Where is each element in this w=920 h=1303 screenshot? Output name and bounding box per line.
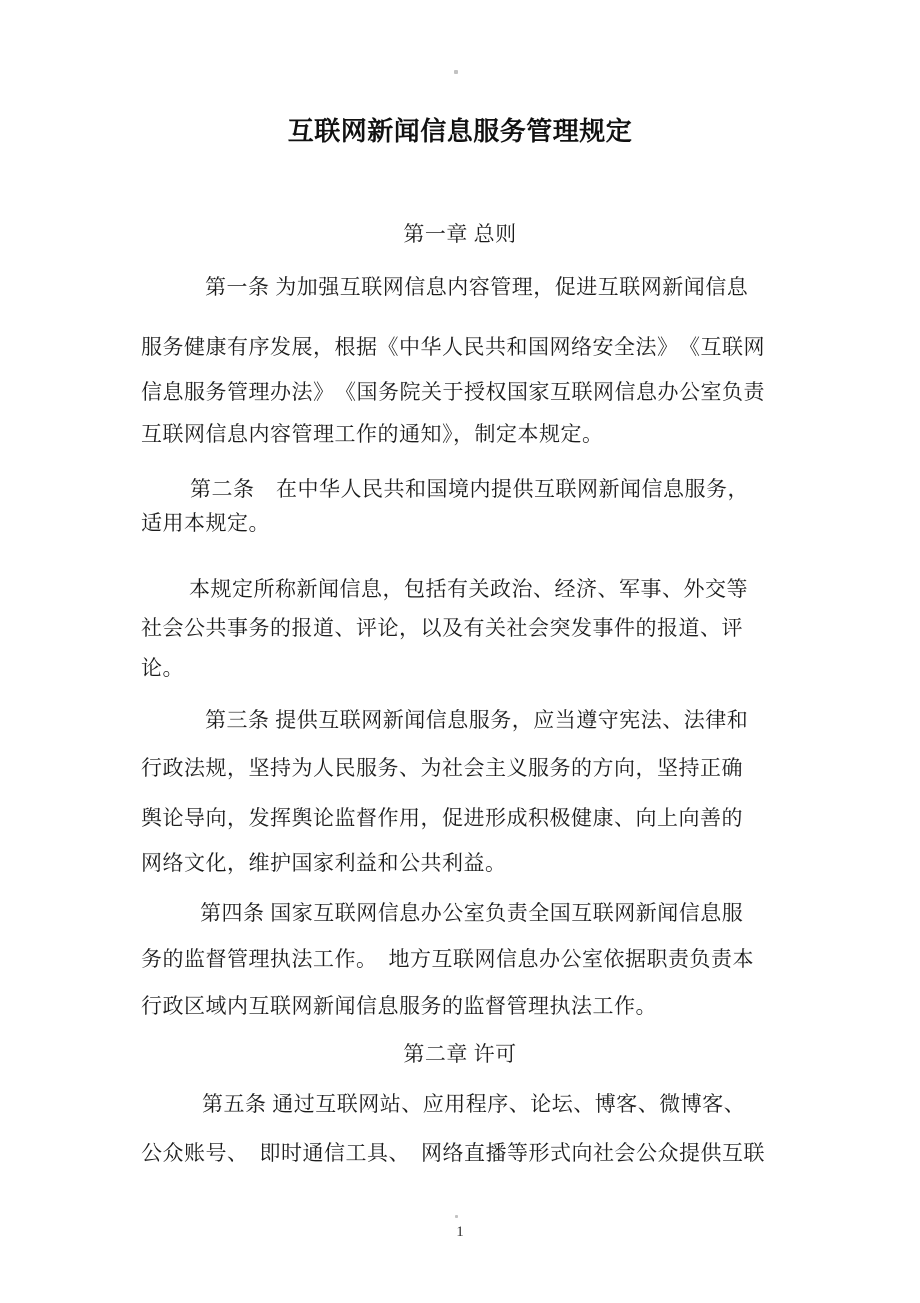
text-line: 论。: [141, 656, 184, 680]
text-line: 社会公共事务的报道、评论，以及有关社会突发事件的报道、评: [141, 616, 743, 640]
text-line: 适用本规定。: [141, 511, 270, 535]
stray-mark: [455, 1215, 458, 1218]
document-title: 互联网新闻信息服务管理规定: [287, 117, 633, 146]
text-line: 本规定所称新闻信息，包括有关政治、经济、军事、外交等: [189, 577, 748, 601]
text-line: 服务健康有序发展，根据《中华人民共和国网络安全法》 《互联网: [141, 335, 765, 359]
text-line: 舆论导向，发挥舆论监督作用，促进形成积极健康、向上向善的: [141, 806, 743, 830]
text-line: 第二条 在中华人民共和国境内提供互联网新闻信息服务，: [190, 477, 749, 501]
chapter-heading: 第二章 许可: [403, 1042, 517, 1066]
page-number: 1: [456, 1224, 464, 1240]
text-line: 公众账号、 即时通信工具、 网络直播等形式向社会公众提供互联: [141, 1141, 765, 1165]
text-line: 行政法规，坚持为人民服务、为社会主义服务的方向，坚持正确: [141, 756, 743, 780]
stray-mark: [454, 70, 458, 74]
text-line: 第四条 国家互联网信息办公室负责全国互联网新闻信息服: [200, 901, 744, 925]
chapter-heading: 第一章 总则: [403, 222, 517, 246]
text-line: 网络文化，维护国家利益和公共利益。: [141, 851, 507, 875]
text-line: 第五条 通过互联网站、应用程序、论坛、博客、微博客、: [202, 1092, 746, 1116]
text-line: 信息服务管理办法》 《国务院关于授权国家互联网信息办公室负责: [141, 380, 765, 404]
text-line: 务的监督管理执法工作。 地方互联网信息办公室依据职责负责本: [141, 947, 754, 971]
text-line: 互联网信息内容管理工作的通知》，制定本规定。: [141, 422, 604, 446]
text-line: 第三条 提供互联网新闻信息服务，应当遵守宪法、法律和: [205, 708, 749, 732]
text-line: 行政区域内互联网新闻信息服务的监督管理执法工作。: [141, 994, 657, 1018]
text-line: 第一条 为加强互联网信息内容管理，促进互联网新闻信息: [205, 275, 749, 299]
